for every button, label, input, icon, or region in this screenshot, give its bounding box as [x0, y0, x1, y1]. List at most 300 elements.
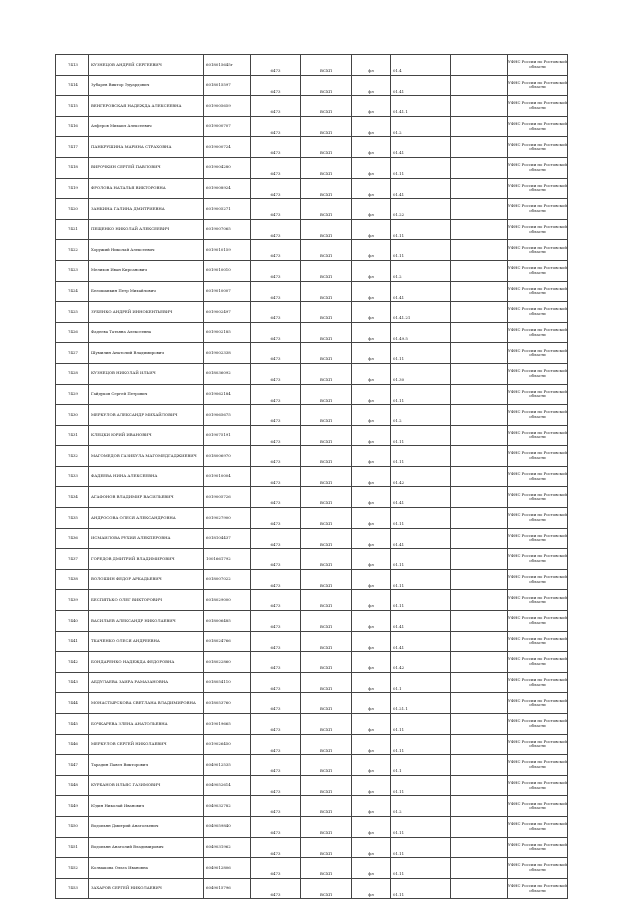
row-number: 7453	[56, 878, 89, 899]
row-number: 7439	[56, 590, 89, 611]
table-row	[56, 240, 568, 261]
row-number: 7450	[56, 816, 89, 837]
person-name: МАГОМЕДОВ ГАЗИБУЛА МАГОМЕДГАДЖИЕВИЧ	[89, 446, 204, 467]
activity-code-cell: 01.42	[391, 652, 451, 673]
code-cell: 6473	[251, 322, 301, 343]
type-cell: фл	[352, 405, 391, 426]
person-name: Тарадин Павел Викторович	[89, 755, 204, 776]
registry-table	[55, 54, 568, 899]
empty-cell	[451, 343, 508, 364]
code-cell: 6473	[251, 219, 301, 240]
person-name: ЗАХАРОВ СЕРГЕЙ НИКОЛАЕВИЧ	[89, 878, 204, 899]
activity-code-cell: 01.11	[391, 837, 451, 858]
authority-cell: УФНС России по Ростовской области	[508, 878, 568, 899]
row-number: 7422	[56, 240, 89, 261]
person-name: МОНАСТЫРСКОВА СВЕТЛАНА ВЛАДИМИРОВНА	[89, 693, 204, 714]
empty-cell	[451, 734, 508, 755]
empty-cell	[451, 425, 508, 446]
category-cell: ВСХП	[301, 425, 352, 446]
empty-cell	[451, 714, 508, 735]
activity-code-cell: 01.11	[391, 508, 451, 529]
authority-cell: УФНС России по Ростовской области	[508, 631, 568, 652]
person-name: ФРОЛОВА НАТАЛЬЯ ВИКТОРОВНА	[89, 178, 204, 199]
type-cell: фл	[352, 672, 391, 693]
tax-id: 1001661792	[204, 549, 251, 570]
category-cell: ВСХП	[301, 714, 352, 735]
activity-code-cell: 01.2	[391, 116, 451, 137]
row-number: 7421	[56, 219, 89, 240]
activity-code-cell: 01.41	[391, 178, 451, 199]
code-cell: 6473	[251, 363, 301, 384]
empty-cell	[451, 837, 508, 858]
table-row	[56, 878, 568, 899]
type-cell: фл	[352, 528, 391, 549]
activity-code-cell: 01.1	[391, 755, 451, 776]
empty-cell	[451, 755, 508, 776]
category-cell: ВСХП	[301, 75, 352, 96]
tax-id: 6019002497	[204, 302, 251, 323]
category-cell: ВСХП	[301, 508, 352, 529]
row-number: 7444	[56, 693, 89, 714]
table-row	[56, 508, 568, 529]
person-name: ФАДЕЕВА НИНА АЛЕКСЕЕВНА	[89, 466, 204, 487]
authority-cell: УФНС России по Ростовской области	[508, 363, 568, 384]
tax-id: 6019065675	[204, 405, 251, 426]
activity-code-cell: 01.11	[391, 549, 451, 570]
row-number: 7415	[56, 96, 89, 117]
row-number: 7435	[56, 508, 89, 529]
type-cell: фл	[352, 425, 391, 446]
tax-id: 6018007022	[204, 569, 251, 590]
type-cell: фл	[352, 816, 391, 837]
person-name: ИСМАИЛОВА РУХИЯ АЛЕКПЕРОВНА	[89, 528, 204, 549]
table-row	[56, 590, 568, 611]
activity-code-cell: 01.41	[391, 75, 451, 96]
type-cell: фл	[352, 652, 391, 673]
table-row	[56, 611, 568, 632]
category-cell: ВСХП	[301, 363, 352, 384]
activity-code-cell: 01.11	[391, 219, 451, 240]
code-cell: 6473	[251, 137, 301, 158]
activity-code-cell: 01.11	[391, 384, 451, 405]
category-cell: ВСХП	[301, 219, 352, 240]
authority-cell: УФНС России по Ростовской области	[508, 384, 568, 405]
person-name: Гайдуков Сергей Петрович	[89, 384, 204, 405]
category-cell: ВСХП	[301, 343, 352, 364]
row-number: 7451	[56, 837, 89, 858]
person-name: КУЗНЕЦОВ НИКОЛАЙ ИЛЬИЧ	[89, 363, 204, 384]
person-name: Водопьян Дмитрий Анатольевич	[89, 816, 204, 837]
code-cell: 6473	[251, 55, 301, 76]
empty-cell	[451, 611, 508, 632]
authority-cell: УФНС России по Ростовской области	[508, 487, 568, 508]
tax-id: 6019007065	[204, 219, 251, 240]
code-cell: 6473	[251, 775, 301, 796]
table-row	[56, 796, 568, 817]
activity-code-cell: 01.41	[391, 487, 451, 508]
type-cell: фл	[352, 199, 391, 220]
row-number: 7414	[56, 75, 89, 96]
row-number: 7419	[56, 178, 89, 199]
category-cell: ВСХП	[301, 652, 352, 673]
authority-cell: УФНС России по Ростовской области	[508, 652, 568, 673]
table-row	[56, 837, 568, 858]
row-number: 7417	[56, 137, 89, 158]
row-number: 7447	[56, 755, 89, 776]
category-cell: ВСХП	[301, 281, 352, 302]
code-cell: 6473	[251, 549, 301, 570]
authority-cell: УФНС России по Ростовской области	[508, 96, 568, 117]
person-name: АГАФОНОВ ВЛАДИМИР ВАСИЛЬЕВИЧ	[89, 487, 204, 508]
person-name: ЗАНКИНА ГАЛИНА ДМИТРИЕВНА	[89, 199, 204, 220]
type-cell: фл	[352, 260, 391, 281]
person-name: ПАНКРУШИНА МАРИНА СТРАХОВНА	[89, 137, 204, 158]
type-cell: фл	[352, 157, 391, 178]
tax-id: 6018104437	[204, 528, 251, 549]
type-cell: фл	[352, 755, 391, 776]
category-cell: ВСХП	[301, 549, 352, 570]
type-cell: фл	[352, 446, 391, 467]
row-number: 7441	[56, 631, 89, 652]
authority-cell: УФНС России по Ростовской области	[508, 446, 568, 467]
table-row	[56, 384, 568, 405]
tax-id: 6049059840	[204, 816, 251, 837]
table-row	[56, 755, 568, 776]
type-cell: фл	[352, 631, 391, 652]
category-cell: ВСХП	[301, 302, 352, 323]
person-name: МЕРКУЛОВ АЛЕКСАНДР МИХАЙЛОВИЧ	[89, 405, 204, 426]
row-number: 7425	[56, 302, 89, 323]
tax-id: 6018024766	[204, 631, 251, 652]
category-cell: ВСХП	[301, 590, 352, 611]
tax-id: 6019010004	[204, 466, 251, 487]
type-cell: фл	[352, 878, 391, 899]
row-number: 7448	[56, 775, 89, 796]
activity-code-cell: 01.22	[391, 199, 451, 220]
person-name: Хоружий Николай Алексеевич	[89, 240, 204, 261]
table-row	[56, 487, 568, 508]
activity-code-cell: 01.21.1	[391, 693, 451, 714]
table-row	[56, 816, 568, 837]
activity-code-cell: 01.2	[391, 405, 451, 426]
empty-cell	[451, 549, 508, 570]
activity-code-cell: 01.11	[391, 425, 451, 446]
code-cell: 6473	[251, 75, 301, 96]
category-cell: ВСХП	[301, 775, 352, 796]
tax-id: 6018006485	[204, 611, 251, 632]
table-row	[56, 652, 568, 673]
category-cell: ВСХП	[301, 178, 352, 199]
person-name: КУРБАНОВ ИЛЬЯС ГАЗИМОВИЧ	[89, 775, 204, 796]
activity-code-cell: 01.11	[391, 775, 451, 796]
category-cell: ВСХП	[301, 487, 352, 508]
tax-id: 6018022860	[204, 652, 251, 673]
empty-cell	[451, 157, 508, 178]
row-number: 7442	[56, 652, 89, 673]
code-cell: 6473	[251, 240, 301, 261]
authority-cell: УФНС России по Ростовской области	[508, 549, 568, 570]
table-row	[56, 734, 568, 755]
category-cell: ВСХП	[301, 816, 352, 837]
person-name: БОЧКАРЕВА ЗЛЕНА АНАТОЛЬЕВНА	[89, 714, 204, 735]
category-cell: ВСХП	[301, 631, 352, 652]
type-cell: фл	[352, 240, 391, 261]
registry-table-body	[56, 55, 568, 899]
table-row	[56, 528, 568, 549]
type-cell: фл	[352, 466, 391, 487]
authority-cell: УФНС России по Ростовской области	[508, 116, 568, 137]
authority-cell: УФНС России по Ростовской области	[508, 755, 568, 776]
authority-cell: УФНС России по Ростовской области	[508, 528, 568, 549]
empty-cell	[451, 775, 508, 796]
category-cell: ВСХП	[301, 796, 352, 817]
category-cell: ВСХП	[301, 693, 352, 714]
category-cell: ВСХП	[301, 528, 352, 549]
category-cell: ВСХП	[301, 157, 352, 178]
empty-cell	[451, 178, 508, 199]
type-cell: фл	[352, 858, 391, 879]
empty-cell	[451, 219, 508, 240]
type-cell: фл	[352, 281, 391, 302]
type-cell: фл	[352, 137, 391, 158]
type-cell: фл	[352, 714, 391, 735]
authority-cell: УФНС России по Ростовской области	[508, 281, 568, 302]
code-cell: 6473	[251, 528, 301, 549]
row-number: 7434	[56, 487, 89, 508]
empty-cell	[451, 75, 508, 96]
type-cell: фл	[352, 611, 391, 632]
table-row	[56, 693, 568, 714]
authority-cell: УФНС России по Ростовской области	[508, 734, 568, 755]
table-row	[56, 363, 568, 384]
activity-code-cell: 01.11	[391, 240, 451, 261]
person-name: ЗУБЕНКО АНДРЕЙ ИННОКЕНТЬЕВИЧ	[89, 302, 204, 323]
category-cell: ВСХП	[301, 611, 352, 632]
authority-cell: УФНС России по Ростовской области	[508, 240, 568, 261]
table-row	[56, 302, 568, 323]
person-name: МЕРКУЛОВ СЕРГЕЙ НИКОЛАЕВИЧ	[89, 734, 204, 755]
empty-cell	[451, 693, 508, 714]
activity-code-cell: 01.42	[391, 466, 451, 487]
type-cell: фл	[352, 178, 391, 199]
activity-code-cell: 01.30	[391, 363, 451, 384]
table-row	[56, 858, 568, 879]
code-cell: 6473	[251, 569, 301, 590]
authority-cell: УФНС России по Ростовской области	[508, 693, 568, 714]
tax-id: 6049052614	[204, 775, 251, 796]
code-cell: 6473	[251, 631, 301, 652]
code-cell: 6473	[251, 199, 301, 220]
type-cell: фл	[352, 508, 391, 529]
table-row	[56, 631, 568, 652]
tax-id: 6019002185	[204, 322, 251, 343]
code-cell: 6473	[251, 837, 301, 858]
tax-id: 6019005271	[204, 199, 251, 220]
type-cell: фл	[352, 693, 391, 714]
person-name: Белошапкин Петр Михайлович	[89, 281, 204, 302]
type-cell: фл	[352, 96, 391, 117]
type-cell: фл	[352, 796, 391, 817]
activity-code-cell: 01.11	[391, 816, 451, 837]
authority-cell: УФНС России по Ростовской области	[508, 590, 568, 611]
person-name: БОНДАРЕНКО НАДЕЖДА ФЕДОРОВНА	[89, 652, 204, 673]
activity-code-cell: 01.4	[391, 55, 451, 76]
row-number: 7440	[56, 611, 89, 632]
table-row	[56, 96, 568, 117]
empty-cell	[451, 302, 508, 323]
activity-code-cell: 01.41	[391, 631, 451, 652]
row-number: 7429	[56, 384, 89, 405]
code-cell: 6473	[251, 425, 301, 446]
code-cell: 6473	[251, 734, 301, 755]
category-cell: ВСХП	[301, 755, 352, 776]
code-cell: 6473	[251, 816, 301, 837]
activity-code-cell: 01.11	[391, 343, 451, 364]
tax-id: 6019075191	[204, 425, 251, 446]
activity-code-cell: 01.11	[391, 858, 451, 879]
tax-id: 6049032782	[204, 796, 251, 817]
code-cell: 6473	[251, 672, 301, 693]
authority-cell: УФНС России по Ростовской области	[508, 302, 568, 323]
type-cell: фл	[352, 590, 391, 611]
activity-code-cell: 01.41	[391, 281, 451, 302]
empty-cell	[451, 446, 508, 467]
person-name: Шумилин Анатолий Владимирович	[89, 343, 204, 364]
empty-cell	[451, 652, 508, 673]
activity-code-cell: 01.11	[391, 878, 451, 899]
authority-cell: УФНС России по Ростовской области	[508, 137, 568, 158]
tax-id: 6019004280	[204, 157, 251, 178]
type-cell: фл	[352, 837, 391, 858]
category-cell: ВСХП	[301, 446, 352, 467]
category-cell: ВСХП	[301, 260, 352, 281]
activity-code-cell: 01.41	[391, 611, 451, 632]
person-name: Фадеева Татьяна Алексеевна	[89, 322, 204, 343]
category-cell: ВСХП	[301, 240, 352, 261]
code-cell: 6473	[251, 281, 301, 302]
empty-cell	[451, 796, 508, 817]
empty-cell	[451, 508, 508, 529]
row-number: 7428	[56, 363, 89, 384]
tax-id: 6019008924	[204, 178, 251, 199]
category-cell: ВСХП	[301, 672, 352, 693]
authority-cell: УФНС России по Ростовской области	[508, 508, 568, 529]
tax-id: 6018006970	[204, 446, 251, 467]
tax-id: 6019027900	[204, 508, 251, 529]
empty-cell	[451, 672, 508, 693]
tax-id: 6018015645г	[204, 55, 251, 76]
empty-cell	[451, 466, 508, 487]
person-name: БЕСПЯТЬКО ОЛЕГ ВИКТОРОВИЧ	[89, 590, 204, 611]
code-cell: 6473	[251, 693, 301, 714]
activity-code-cell: 01.41	[391, 528, 451, 549]
tax-id: 6019026450	[204, 734, 251, 755]
authority-cell: УФНС России по Ростовской области	[508, 322, 568, 343]
authority-cell: УФНС России по Ростовской области	[508, 260, 568, 281]
authority-cell: УФНС России по Ростовской области	[508, 837, 568, 858]
code-cell: 6473	[251, 755, 301, 776]
empty-cell	[451, 405, 508, 426]
type-cell: фл	[352, 384, 391, 405]
activity-code-cell: 01.11	[391, 157, 451, 178]
category-cell: ВСХП	[301, 322, 352, 343]
empty-cell	[451, 816, 508, 837]
category-cell: ВСХП	[301, 466, 352, 487]
row-number: 7449	[56, 796, 89, 817]
code-cell: 6473	[251, 96, 301, 117]
person-name: ПЕЩЕНКО НИКОЛАЙ АЛЕКСЕЕВИЧ	[89, 219, 204, 240]
table-row	[56, 425, 568, 446]
authority-cell: УФНС России по Ростовской области	[508, 75, 568, 96]
code-cell: 6473	[251, 487, 301, 508]
row-number: 7426	[56, 322, 89, 343]
empty-cell	[451, 363, 508, 384]
row-number: 7430	[56, 405, 89, 426]
activity-code-cell: 01.11	[391, 590, 451, 611]
authority-cell: УФНС России по Ростовской области	[508, 178, 568, 199]
person-name: Колмакова Ольга Ивановна	[89, 858, 204, 879]
activity-code-cell: 01.1	[391, 672, 451, 693]
authority-cell: УФНС России по Ростовской области	[508, 611, 568, 632]
table-row	[56, 75, 568, 96]
tax-id: 6049015796	[204, 878, 251, 899]
row-number: 7413	[56, 55, 89, 76]
code-cell: 6473	[251, 590, 301, 611]
type-cell: фл	[352, 343, 391, 364]
code-cell: 6473	[251, 384, 301, 405]
category-cell: ВСХП	[301, 199, 352, 220]
code-cell: 6473	[251, 178, 301, 199]
authority-cell: УФНС России по Ростовской области	[508, 466, 568, 487]
type-cell: фл	[352, 775, 391, 796]
table-row	[56, 137, 568, 158]
row-number: 7418	[56, 157, 89, 178]
category-cell: ВСХП	[301, 384, 352, 405]
code-cell: 6473	[251, 466, 301, 487]
authority-cell: УФНС России по Ростовской области	[508, 816, 568, 837]
code-cell: 6473	[251, 858, 301, 879]
activity-code-cell: 01.11	[391, 569, 451, 590]
person-name: Мелихов Иван Кирсанович	[89, 260, 204, 281]
table-row	[56, 343, 568, 364]
category-cell: ВСХП	[301, 734, 352, 755]
table-row	[56, 55, 568, 76]
empty-cell	[451, 631, 508, 652]
empty-cell	[451, 569, 508, 590]
row-number: 7437	[56, 549, 89, 570]
table-row	[56, 157, 568, 178]
tax-id: 6019000724	[204, 137, 251, 158]
authority-cell: УФНС России по Ростовской области	[508, 343, 568, 364]
tax-id: 6018054110	[204, 672, 251, 693]
person-name: ТКАЧЕНКО ОЛЕСЯ АНДРЕЕВНА	[89, 631, 204, 652]
tax-id: 6019005726	[204, 487, 251, 508]
type-cell: фл	[352, 55, 391, 76]
row-number: 7433	[56, 466, 89, 487]
authority-cell: УФНС России по Ростовской области	[508, 425, 568, 446]
person-name: КУЗНЕЦОВ АНДРЕЙ СЕРГЕЕВИЧ	[89, 55, 204, 76]
tax-id: 6019005659	[204, 96, 251, 117]
tax-id: 6018015597	[204, 75, 251, 96]
activity-code-cell: 01.2	[391, 260, 451, 281]
activity-code-cell: 01.11	[391, 714, 451, 735]
empty-cell	[451, 96, 508, 117]
authority-cell: УФНС России по Ростовской области	[508, 796, 568, 817]
table-row	[56, 199, 568, 220]
empty-cell	[451, 55, 508, 76]
empty-cell	[451, 858, 508, 879]
type-cell: фл	[352, 322, 391, 343]
